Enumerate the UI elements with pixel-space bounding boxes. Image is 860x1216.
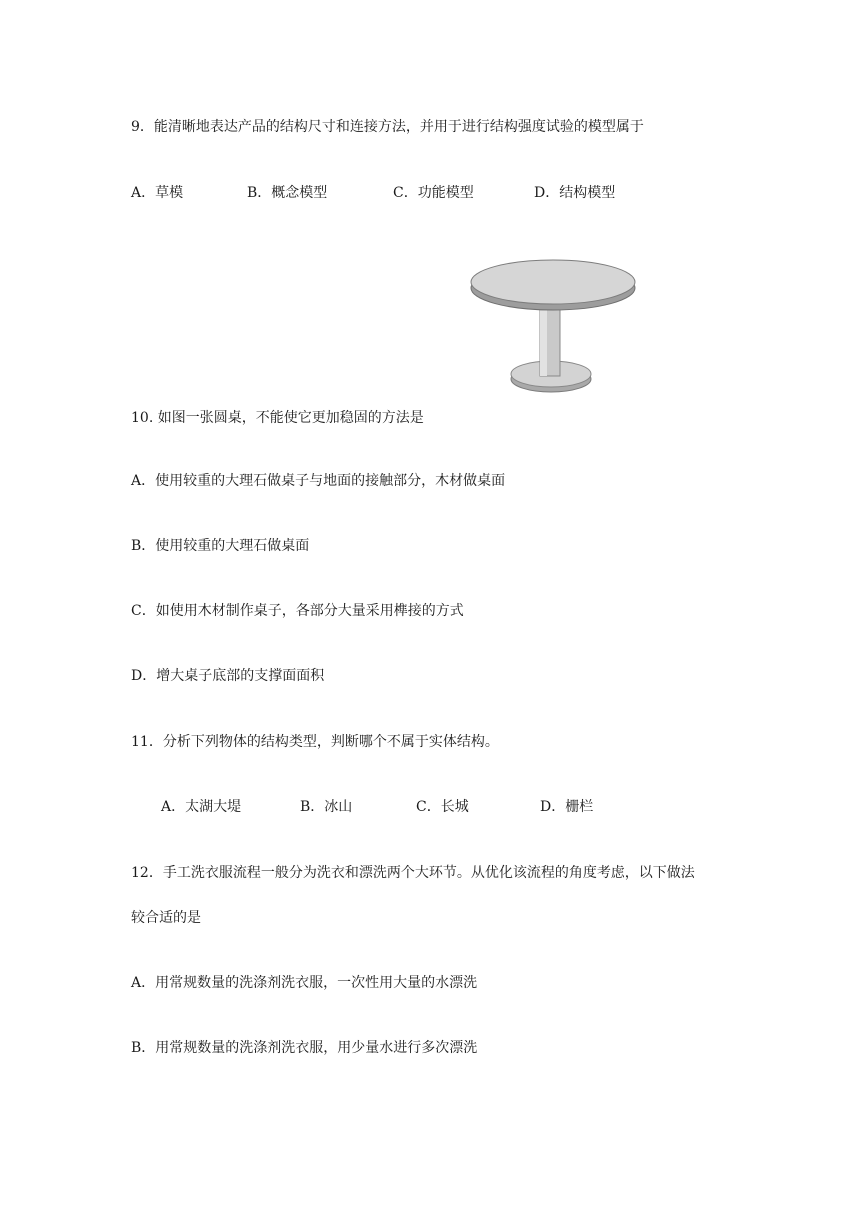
question-11-stem: 11．分析下列物体的结构类型，判断哪个不属于实体结构。 bbox=[131, 734, 499, 750]
question-10-option-d: D．增大桌子底部的支撑面面积 bbox=[131, 668, 325, 684]
question-10-stem: 10. 如图一张圆桌，不能使它更加稳固的方法是 bbox=[131, 410, 424, 426]
question-11-option-d: D．栅栏 bbox=[540, 799, 594, 815]
question-11-option-c: C．长城 bbox=[416, 799, 469, 815]
question-10-option-b: B．使用较重的大理石做桌面 bbox=[131, 538, 310, 554]
question-9-option-a: A．草模 bbox=[131, 185, 184, 201]
question-10-option-a: A．使用较重的大理石做桌子与地面的接触部分，木材做桌面 bbox=[131, 473, 506, 489]
question-11-option-a: A．太湖大堤 bbox=[161, 799, 242, 815]
round-table-illustration bbox=[468, 258, 638, 396]
question-10-option-c: C．如使用木材制作桌子，各部分大量采用榫接的方式 bbox=[131, 603, 464, 619]
question-12-stem-line-1: 12．手工洗衣服流程一般分为洗衣和漂洗两个大环节。从优化该流程的角度考虑，以下做法 bbox=[131, 865, 695, 881]
question-9-option-d: D．结构模型 bbox=[534, 185, 616, 201]
question-11-option-b: B．冰山 bbox=[300, 799, 353, 815]
question-12-option-b: B．用常规数量的洗涤剂洗衣服，用少量水进行多次漂洗 bbox=[131, 1040, 478, 1056]
question-9-option-b: B．概念模型 bbox=[247, 185, 328, 201]
question-12-stem-line-2: 较合适的是 bbox=[131, 910, 201, 926]
question-12-option-a: A．用常规数量的洗涤剂洗衣服，一次性用大量的水漂洗 bbox=[131, 975, 478, 991]
question-9-option-c: C．功能模型 bbox=[393, 185, 474, 201]
question-9-stem: 9．能清晰地表达产品的结构尺寸和连接方法，并用于进行结构强度试验的模型属于 bbox=[131, 119, 644, 135]
